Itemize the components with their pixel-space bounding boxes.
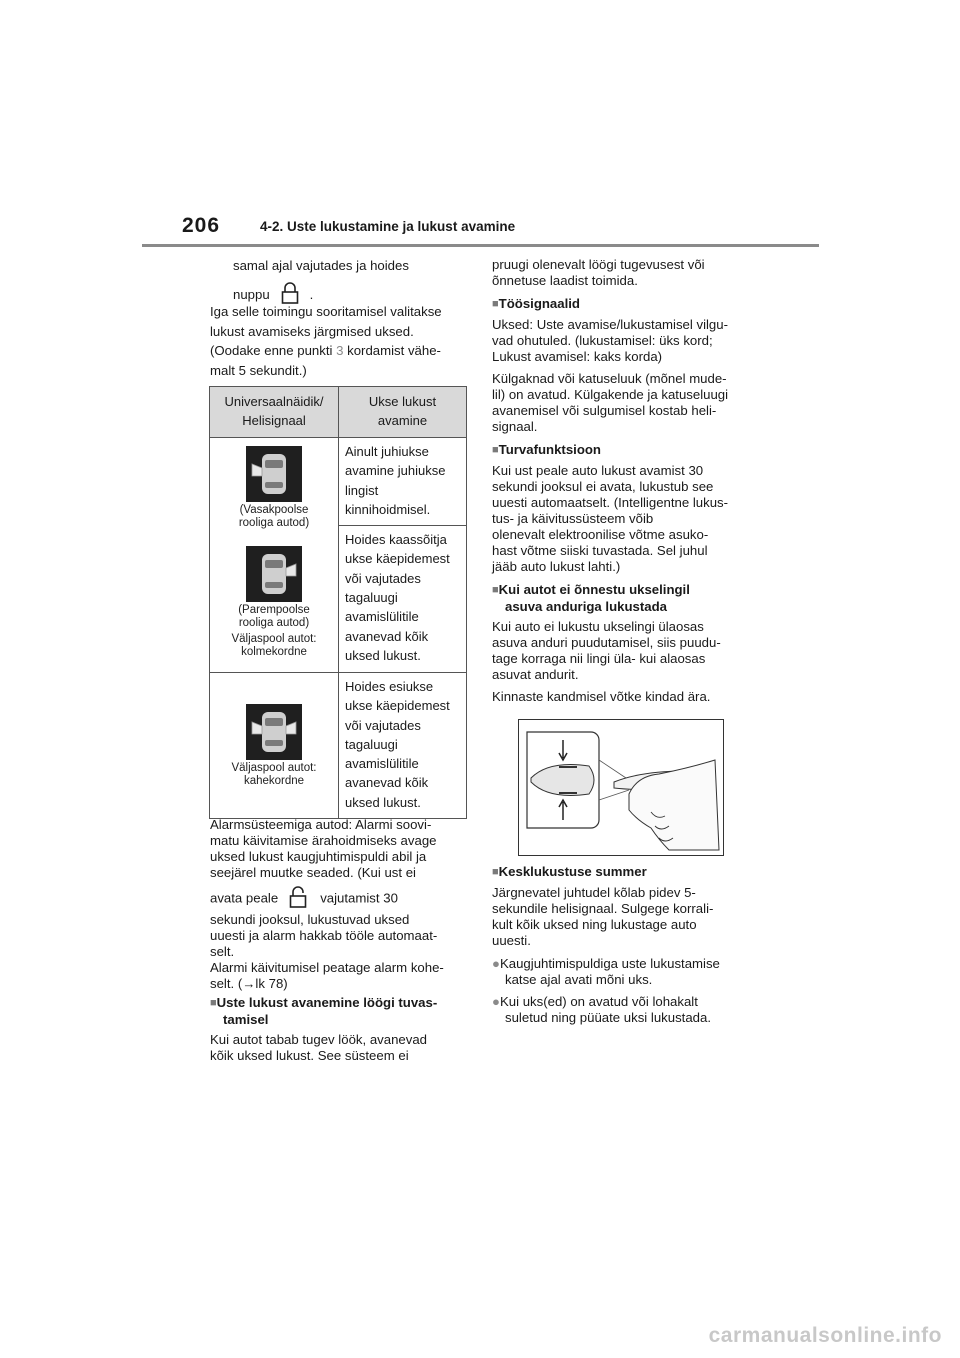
car-indicator-icon — [246, 704, 302, 760]
square-bullet-icon: ■ — [492, 584, 499, 596]
watermark: carmanualsonline.info — [708, 1324, 942, 1347]
table-header-signal: Universaalnäidik/ Helisignaal — [210, 387, 339, 438]
door-handle-illustration — [518, 719, 724, 856]
car-indicator-icon — [246, 546, 302, 602]
table-row: Väljaspool autot: kahekordne Hoides esiukse ukse käepidemest või vajutades tagaluugi avamislülitile avanevad kõik uksed lukust. — [210, 673, 467, 819]
unlock-table — [209, 386, 467, 819]
square-bullet-icon: ■ — [210, 997, 217, 1009]
alarm-paragraph: Alarmsüsteemiga autod: Alarmi soovi- matu käivitamise ärahoidmiseks avage uksed lukust kaugjuhtimispuldi abil ja seejärel muutke seaded. (Kui ust ei avata peale vajutamist 30 sekundi jooksul, lukustuvad uksed uuesti ja alarm hakkab tööle automaat- selt. Alarmi käivitumisel peatage alarm kohe- selt. (→lk 78) — [210, 817, 444, 991]
section-title: 4-2. Uste lukustamine ja lukust avamine — [260, 219, 516, 234]
square-bullet-icon: ■ — [492, 444, 499, 456]
intro-button-word: nuppu — [233, 286, 270, 302]
heading-buzzer: ■Kesklukustuse summer — [492, 864, 647, 879]
unlock-description: Hoides esiukse ukse käepidemest või vajutades tagaluugi avamislülitile avanevad kõik uksed lukust. — [339, 673, 467, 819]
car-indicator-icon — [246, 446, 302, 502]
table-header-unlock: Ukse lukust avamine — [339, 387, 467, 438]
right-column: pruugi olenevalt löögi tugevusest või õnnetuse laadist toimida. ■Töösignaalid Uksed: Uste avamise/lukustamisel vilgu- vad ohutuled. (lukustamisel: üks kord; Lukust avamisel: kaks korda) Külgaknad või katuseluuk (mõnel mude- lil) on avatud. Külgakende ja katuseluugi avanemisel või sulgumisel kostab heli- signaal. ■Turvafunktsioon Kui ust peale auto lukust avamist 30 sekundi jooksul ei avata, lukustub see uuesti automaatselt. (Intelligentne lukus- tus- ja käivitussüsteem võib olenevalt elektroonilise võtme asuko- hast võtme siiski tuvastada. Sel juhul jääb auto lukust lahti.) ■Kui autot ei õnnestu ukselingil asuva anduriga lukustada Kui auto ei lukustu ukselingi ülaosas asuva anduri puudutamisel, siis puudu- tage korraga nii lingi üla- kui alaosas asuvat andurit. Kinnaste kandmisel võtke kindad ära. — [492, 257, 762, 705]
heading-signals: ■Töösignaalid — [492, 296, 580, 311]
square-bullet-icon: ■ — [492, 866, 499, 878]
list-item: ●Kui uks(ed) on avatud või lohakalt — [492, 994, 698, 1009]
table-row — [210, 438, 467, 673]
car-indicator-driver-door: (Vasakpoolse rooliga autod) — [210, 446, 338, 530]
header-rule — [142, 244, 819, 247]
unlock-description: Ainult juhiukse avamine juhiukse lingist kinnihoidmisel. — [339, 438, 466, 526]
page-number: 206 — [182, 214, 221, 237]
unlock-icon — [288, 886, 310, 912]
buzzer-section: ■Kesklukustuse summer Järgnevatel juhtudel kõlab pidev 5- sekundile helisignaal. Sulgege korrali- kult kõik uksed ning lukustage auto uuesti. ●Kaugjuhtimispuldiga uste lukustamise katse ajal avati mõni uks. ●Kui uks(ed) on avatud või lohakalt suletud ning püüate uksi lukustada. — [492, 864, 762, 1026]
intro-line: samal ajal vajutades ja hoides — [233, 258, 409, 273]
unlock-description: Hoides kaassõitja ukse käepidemest või vajutades tagaluugi avamislülitile avanevad kõik uksed lukust. — [345, 532, 450, 663]
step-number: 3 — [336, 343, 344, 358]
car-indicator-all-doors: (Parempoolse rooliga autod) Väljaspool autot: kolmekordne — [210, 546, 338, 659]
selection-paragraph: Iga selle toimingu sooritamisel valitakse lukust avamiseks järgmised uksed. (Oodake enne punkti 3 kordamist vähe- malt 5 sekundit.) — [210, 304, 442, 378]
intro-line: nuppu . — [233, 282, 409, 310]
heading-security: ■Turvafunktsioon — [492, 442, 601, 457]
square-bullet-icon: ■ — [492, 298, 499, 310]
circle-bullet-icon: ● — [492, 994, 500, 1009]
impact-section: ■Uste lukust avanemine löögi tuvas- tamisel Kui autot tabab tugev löök, avanevad kõik uksed lukust. See süsteem ei — [210, 995, 438, 1063]
heading-sensor: ■Kui autot ei õnnestu ukselingil — [492, 582, 690, 597]
list-item: ●Kaugjuhtimispuldiga uste lukustamise — [492, 956, 720, 971]
circle-bullet-icon: ● — [492, 956, 500, 971]
